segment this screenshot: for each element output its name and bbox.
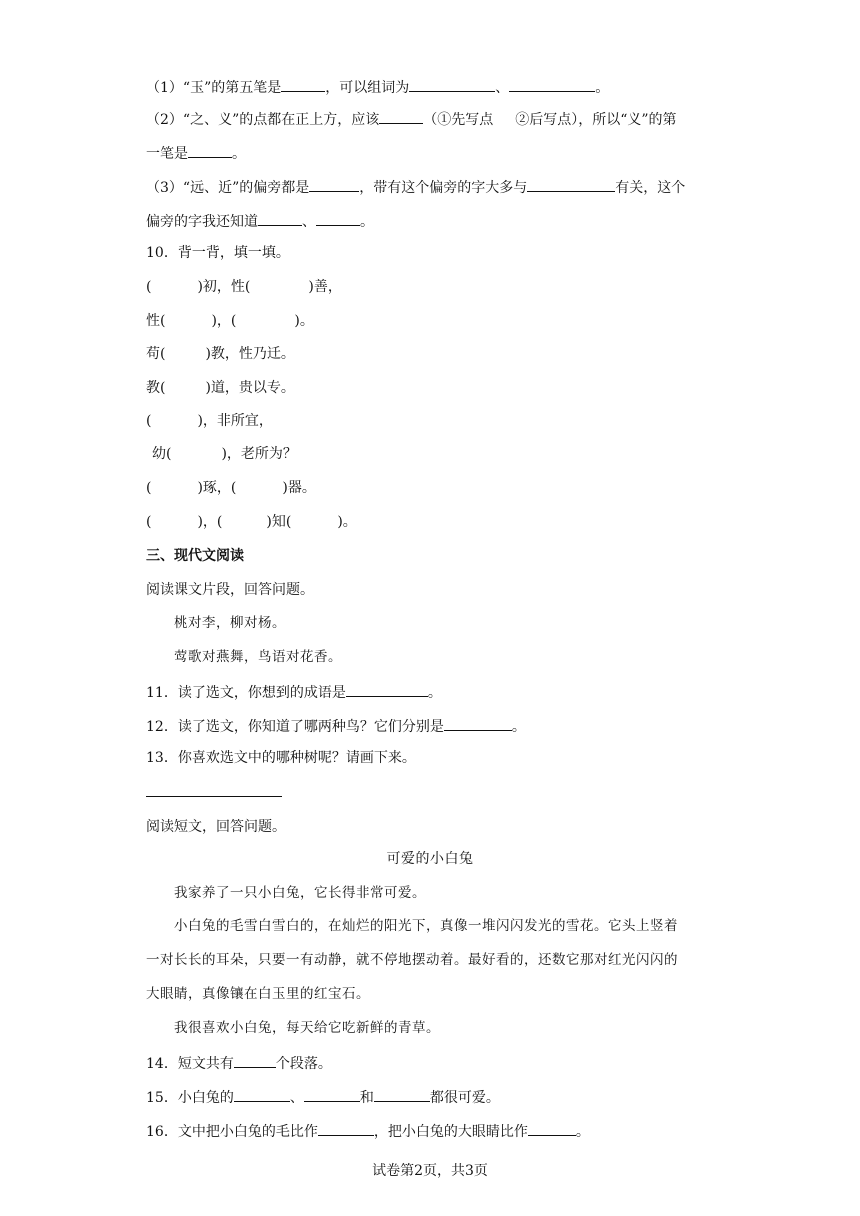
story-title: 可爱的小白兔 <box>386 851 474 867</box>
page-footer: 试卷第2页，共3页 <box>372 1163 488 1179</box>
q9-part3-text2: ，带有这个偏旁的字大多与 <box>359 180 528 196</box>
poem-line-1: 桃对李，柳对杨。 <box>174 615 286 631</box>
story-paragraph-2-line-2: 一对长长的耳朵，只要一有动静，就不停地摆动着。最好看的，还数它那对红光闪闪的 <box>146 952 678 968</box>
verse-line-4: 教( )道，贵以专。 <box>146 380 295 396</box>
verse-line-3: 苟( )教，性乃迁。 <box>146 346 295 362</box>
period: 。 <box>232 146 246 162</box>
section-heading: 三、现代文阅读 <box>146 548 244 564</box>
q16: 16．文中把小白兔的毛比作 ，把小白兔的大眼睛比作 。 <box>146 1120 590 1142</box>
verse-line-8: ( )，( )知( )。 <box>146 514 357 530</box>
poem-line-2: 莺歌对燕舞，鸟语对花香。 <box>174 649 342 665</box>
separator: 、 <box>495 80 510 96</box>
drawing-answer-line[interactable] <box>146 796 282 797</box>
q9-part2-cont <box>146 142 246 164</box>
reading-intro-2: 阅读短文，回答问题。 <box>146 819 286 835</box>
q10-heading: 10．背一背，填一填。 <box>146 245 290 261</box>
answer-blank[interactable] <box>409 76 495 92</box>
q14: 14．短文共有 个段落。 <box>146 1052 332 1074</box>
answer-blank[interactable] <box>509 76 595 92</box>
answer-blank[interactable] <box>304 1086 360 1102</box>
answer-blank[interactable] <box>346 681 428 697</box>
answer-blank[interactable] <box>258 210 302 226</box>
verse-line-5: ( )，非所宜， <box>146 413 273 429</box>
q9-part2-option2: ②后写点），所以“义”的第 <box>515 112 677 128</box>
q9-part3-text4: 偏旁的字我还知道 <box>146 214 258 230</box>
answer-blank[interactable] <box>444 715 512 731</box>
q9-part2-text2: 一笔是 <box>146 146 188 162</box>
q13: 13．你喜欢选文中的哪种树呢？请画下来。 <box>146 750 416 766</box>
verse-line-7: ( )琢，( )器。 <box>146 480 316 496</box>
answer-blank[interactable] <box>234 1052 276 1068</box>
q9-part3-text3: 有关，这个 <box>615 180 686 196</box>
verse-line-1: ( )初，性( )善， <box>146 279 342 295</box>
answer-blank[interactable] <box>234 1086 290 1102</box>
q15: 15．小白兔的 、 和 都很可爱。 <box>146 1086 500 1108</box>
q9-part3 <box>146 176 685 198</box>
q11: 11．读了选文，你想到的成语是 。 <box>146 681 442 703</box>
q9-part1-text: （1）“玉”的第五笔是 <box>146 80 282 96</box>
q12: 12．读了选文，你知道了哪两种鸟？它们分别是 。 <box>146 715 526 737</box>
q9-part2-option1: （①先写点 <box>423 112 494 128</box>
reading-intro-1: 阅读课文片段，回答问题。 <box>146 582 314 598</box>
story-paragraph-2-line-3: 大眼睛，真像镶在白玉里的红宝石。 <box>146 986 370 1002</box>
answer-blank[interactable] <box>318 1120 374 1136</box>
period: 。 <box>360 214 374 230</box>
period: 。 <box>595 80 610 96</box>
story-paragraph-1: 我家养了一只小白兔，它长得非常可爱。 <box>174 885 426 901</box>
separator: 、 <box>302 214 316 230</box>
answer-blank[interactable] <box>374 1086 430 1102</box>
story-paragraph-2-line-1: 小白兔的毛雪白雪白的，在灿烂的阳光下，真像一堆闪闪发光的雪花。它头上竖着 <box>174 918 678 934</box>
answer-blank[interactable] <box>528 1120 576 1136</box>
answer-blank[interactable] <box>309 176 359 192</box>
q9-part3-cont <box>146 210 374 232</box>
answer-blank[interactable] <box>527 176 615 192</box>
answer-blank[interactable] <box>281 76 325 92</box>
verse-line-6: 幼( )，老所为？ <box>152 446 297 462</box>
answer-blank[interactable] <box>188 142 232 158</box>
q9-part3-text: （3）“远、近”的偏旁都是 <box>146 180 310 196</box>
q9-part2 <box>146 108 677 130</box>
verse-line-2: 性( )，( )。 <box>146 313 314 329</box>
answer-blank[interactable] <box>316 210 360 226</box>
q9-part2-text: （2）“之、义”的点都在正上方，应该 <box>146 112 380 128</box>
q9-part1-text2: ，可以组词为 <box>325 80 410 96</box>
story-paragraph-3: 我很喜欢小白兔，每天给它吃新鲜的青草。 <box>174 1020 440 1036</box>
q9-part1 <box>146 76 609 98</box>
answer-blank[interactable] <box>379 108 423 124</box>
